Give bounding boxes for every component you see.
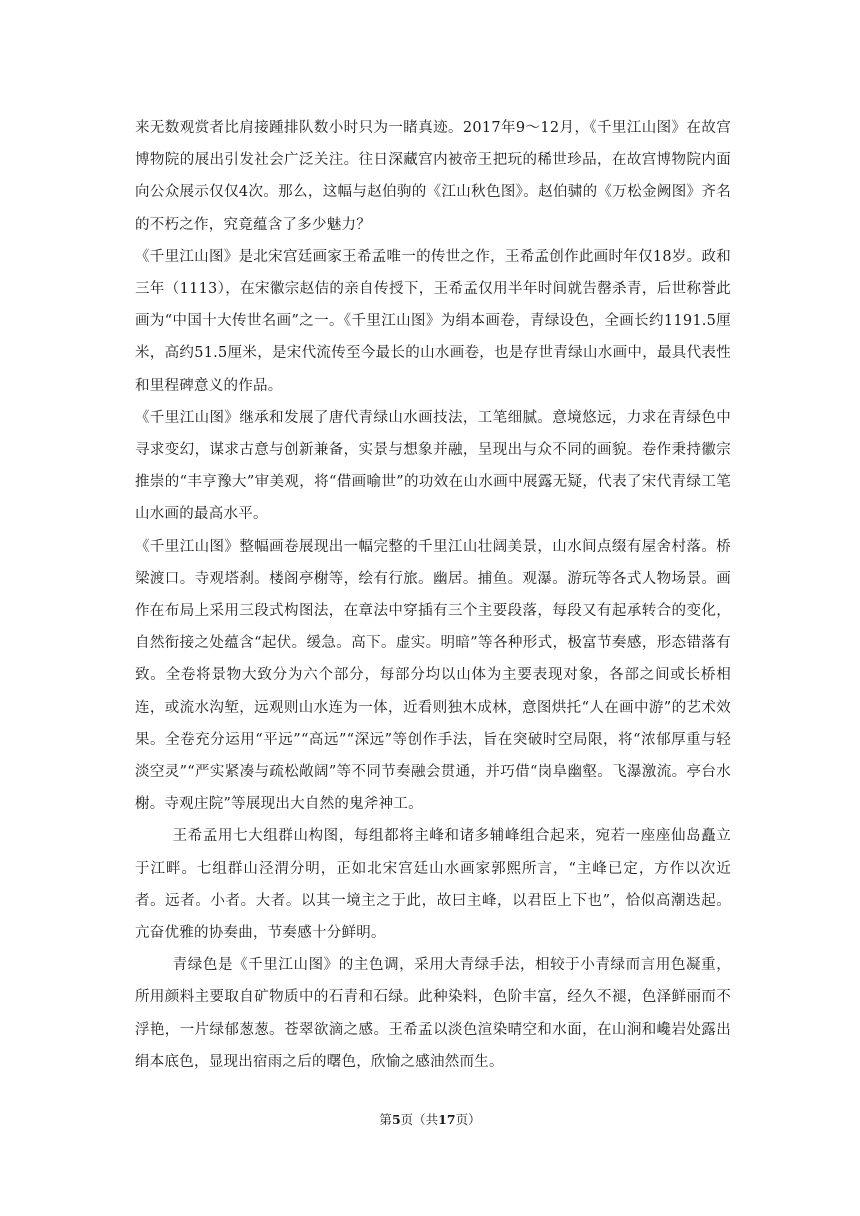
footer-middle: 页（共 xyxy=(400,1112,439,1127)
footer-suffix: 页） xyxy=(455,1112,481,1127)
paragraph: 《千里江山图》是北宋宫廷画家王希孟唯一的传世之作，王希孟创作此画时年仅18岁。政和三年（1113），在宋徽宗赵佶的亲自传授下，王希孟仅用半年时间就告罄杀青，后世称誉此画为“中国十大传世名画”之一。《千里江山图》为绢本画卷，青绿设色，全画长约1191.5厘米，高约51.5厘米，是宋代流传至今最长的山水画卷，也是存世青绿山水画中，最具代表性和里程碑意义的作品。 xyxy=(135,248,731,394)
paragraph: 《千里江山图》整幅画卷展现出一幅完整的千里江山壮阔美景，山水间点缀有屋舍村落。桥梁渡口。寺观塔刹。楼阁亭榭等，绘有行旅。幽居。捕鱼。观瀑。游玩等各式人物场景。画作在布局上采用三段式构图法，在章法中穿插有三个主要段落，每段又有起承转合的变化，自然衔接之处蕴含“起伏。缓急。高下。虚实。明暗”等各种形式，极富节奏感，形态错落有致。全卷将景物大致分为六个部分，每部分均以山体为主要表现对象，各部之间或长桥相连，或流水沟堑，远观则山水连为一体，近看则独木成林，意图烘托“人在画中游”的艺术效果。全卷充分运用“平远”“高远”“深远”等创作手法，旨在突破时空局限，将“浓郁厚重与轻淡空灵”“严实紧凑与疏松敞阔”等不同节奏融会贯通，并巧借“岗阜幽壑。飞瀑激流。亭台水榭。寺观庄院”等展现出大自然的鬼斧神工。 xyxy=(135,538,731,813)
paragraph: 《千里江山图》继承和发展了唐代青绿山水画技法，工笔细腻。意境悠远，力求在青绿色中寻求变幻，谋求古意与创新兼备，实景与想象并融，呈现出与众不同的画貌。卷作秉持徽宗推崇的“丰亨豫大”审美观，将“借画喻世”的功效在山水画中展露无疑，代表了宋代青绿工笔山水画的最高水平。 xyxy=(135,409,731,523)
paragraph: 王希孟用七大组群山构图，每组都将主峰和诸多辅峰组合起来，宛若一座座仙岛矗立于江畔。七组群山泾渭分明，正如北宋宫廷山水画家郭熙所言，“主峰已定，方作以次近者。远者。小者。大者。以其一境主之于此，故曰主峰，以君臣上下也”，恰似高潮迭起。亢奋优雅的协奏曲，节奏感十分鲜明。 xyxy=(135,828,731,942)
paragraph: 青绿色是《千里江山图》的主色调，采用大青绿手法，相较于小青绿而言用色凝重，所用颜料主要取自矿物质中的石青和石绿。此种染料，色阶丰富，经久不褪，色泽鲜丽而不浮艳，一片绿郁葱葱。苍翠欲滴之感。王希孟以淡色渲染晴空和水面，在山涧和巉岩处露出绢本底色，显现出宿雨之后的曙色，欣愉之感油然而生。 xyxy=(135,957,731,1070)
paragraph: 来无数观赏者比肩接踵排队数小时只为一睹真迹。2017年9～12月，《千里江山图》在故宫博物院的展出引发社会广泛关注。往日深藏宫内被帝王把玩的稀世珍品，在故宫博物院内面向公众展示仅仅4次。那么，这幅与赵伯驹的《江山秋色图》。赵伯骕的《万松金阙图》齐名的不朽之作，究竟蕴含了多少魅力？ xyxy=(135,120,731,233)
current-page-number: 5 xyxy=(391,1112,401,1127)
footer-prefix: 第 xyxy=(379,1112,392,1127)
page-footer xyxy=(0,1110,860,1128)
total-page-count: 17 xyxy=(438,1112,456,1127)
document-body xyxy=(135,112,731,1078)
